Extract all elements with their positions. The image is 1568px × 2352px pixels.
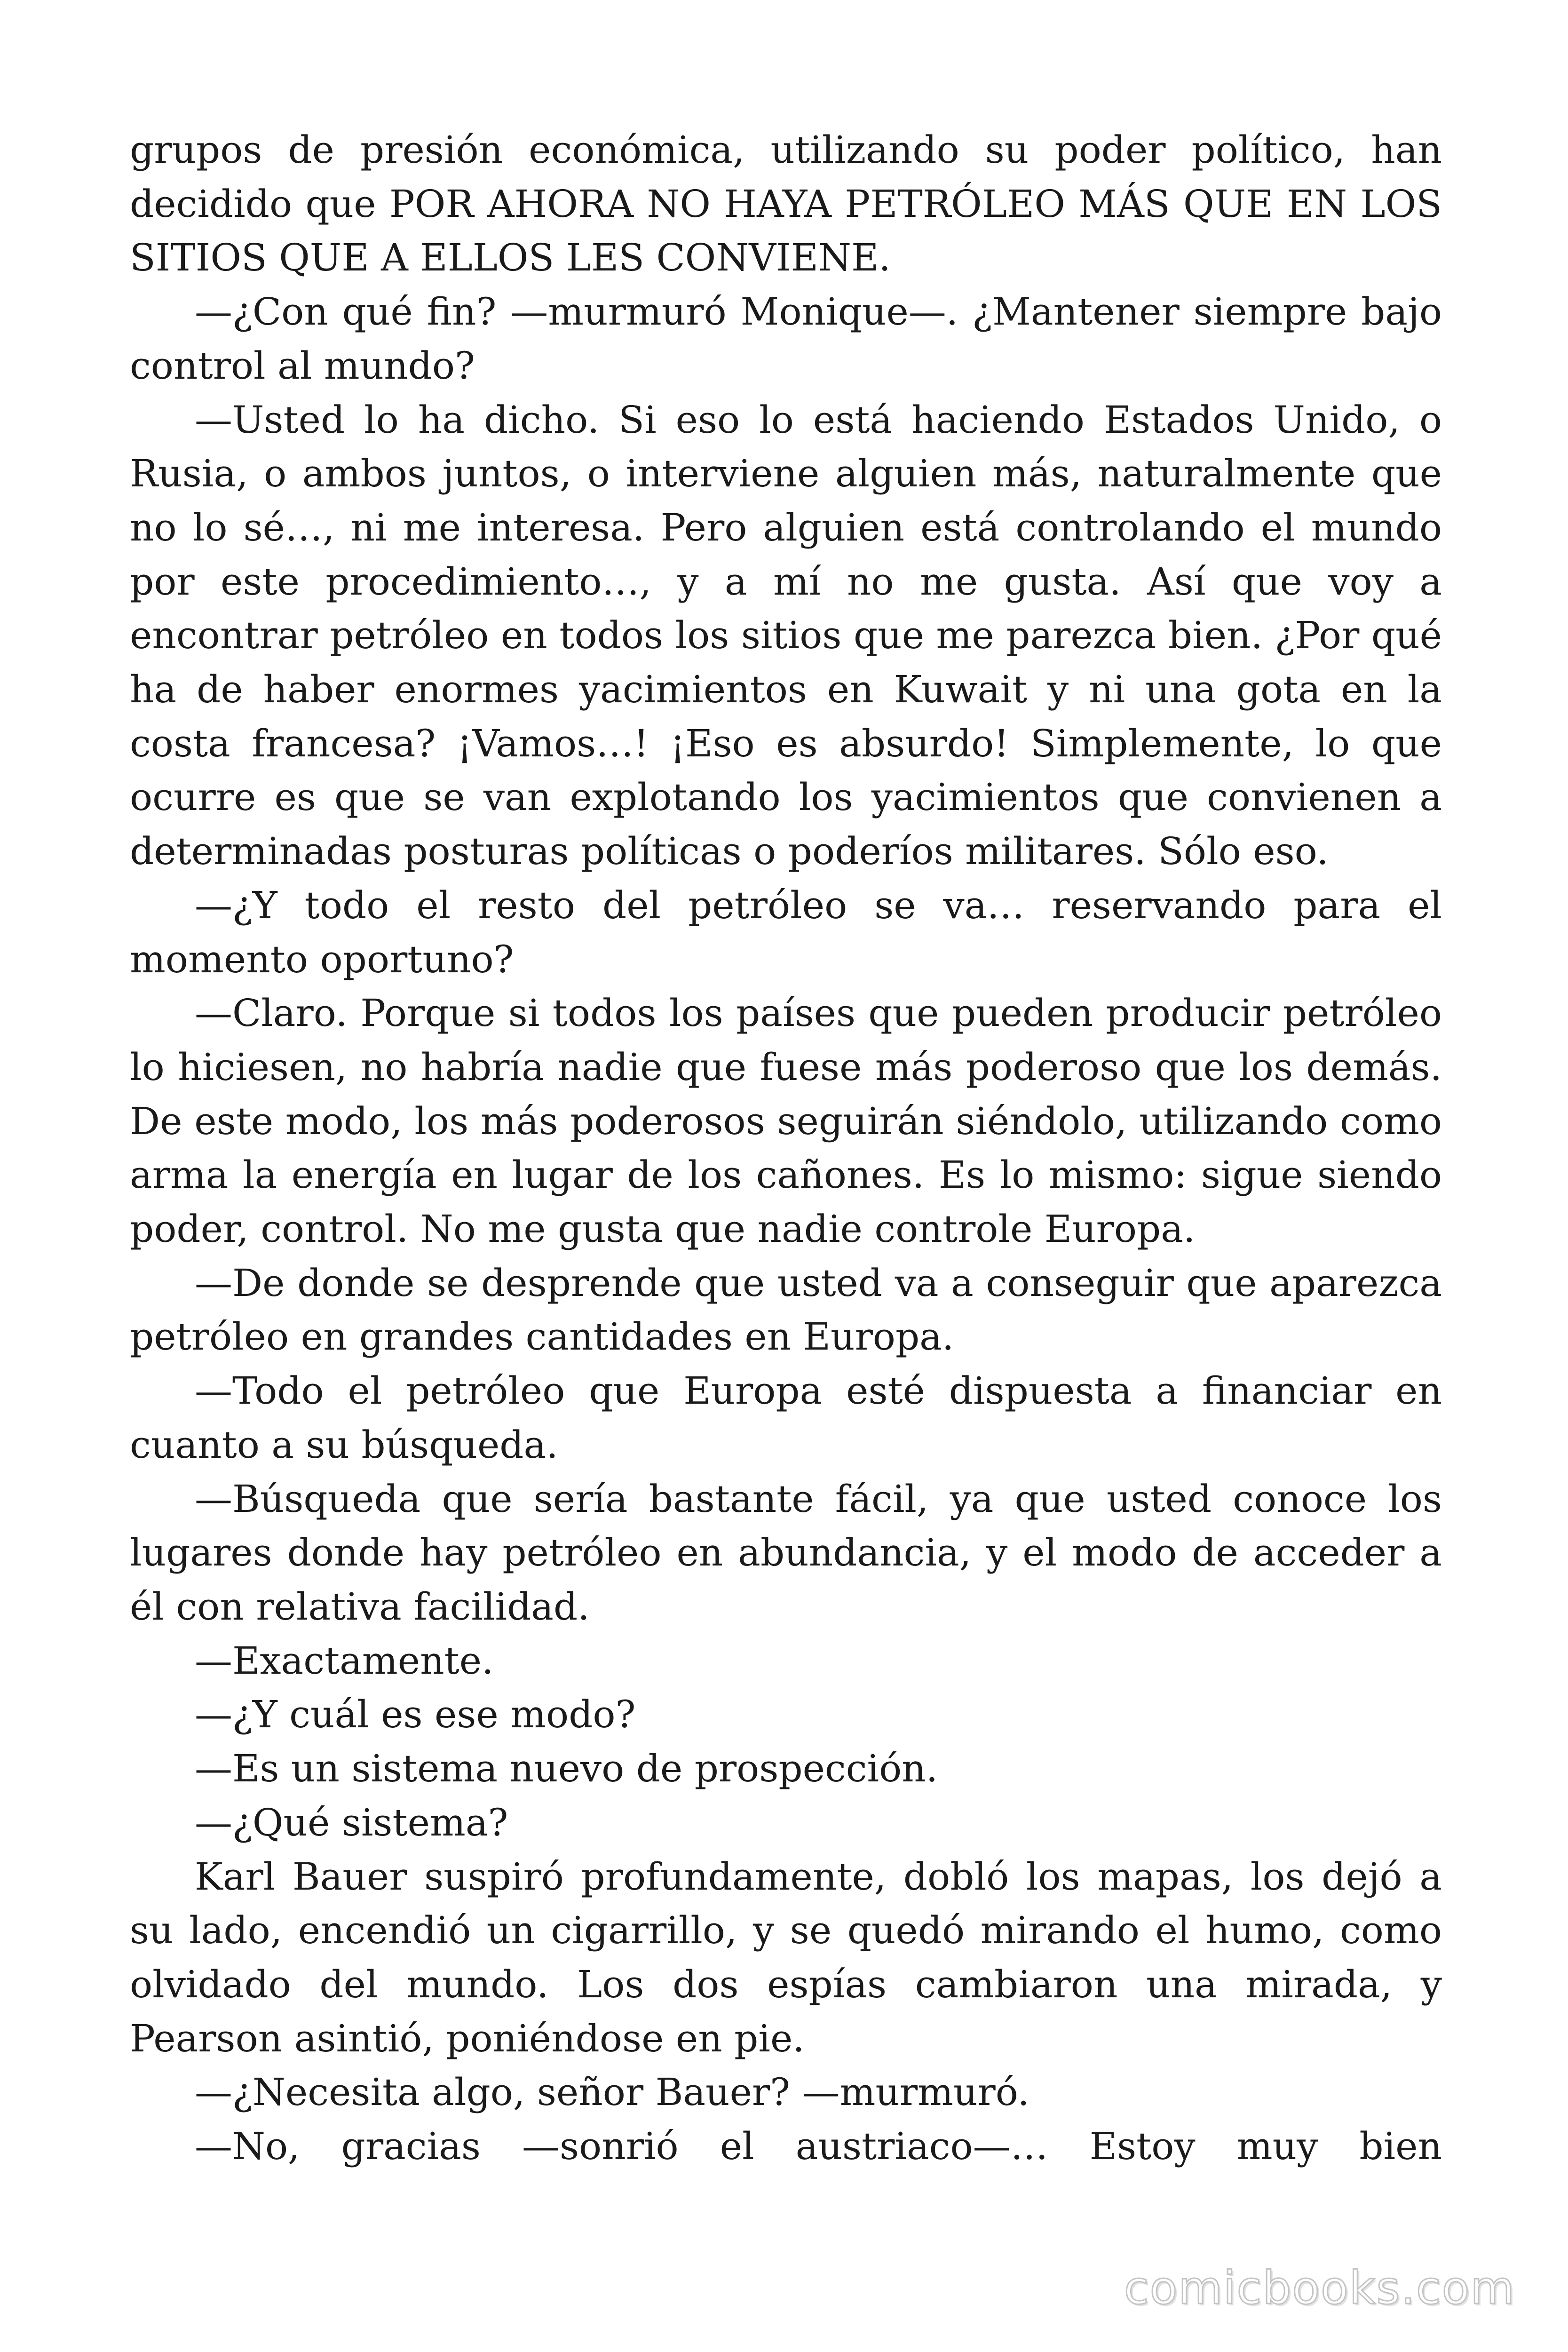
paragraph: —¿Necesita algo, señor Bauer? —murmuró.: [195, 2070, 1029, 2114]
paragraph: —No, gracias —sonrió el austriaco—… Estoy muy bien: [195, 2124, 1442, 2169]
paragraph: —¿Y todo el resto del petróleo se va… reservando para el momento oportuno?: [130, 883, 1442, 981]
paragraph: —Todo el petróleo que Europa esté dispuesta a financiar en cuanto a su búsqueda.: [130, 1369, 1442, 1467]
paragraph: —¿Qué sistema?: [195, 1800, 508, 1844]
paragraph: —Claro. Porque si todos los países que pueden producir petróleo lo hiciesen, no habría nadie que fuese más poderoso que los demás. De este modo, los más poderosos seguirán siéndolo, utilizando como arma la energía en lugar de los cañones. Es lo mismo: sigue siendo poder, control. No me gusta que nadie controle Europa.: [130, 991, 1442, 1251]
paragraph: Karl Bauer suspiró profundamente, dobló los mapas, los dejó a su lado, encendió un cigarrillo, y se quedó mirando el humo, como olvidado del mundo. Los dos espías cambiaron una mirada, y Pearson asintió, poniéndose en pie.: [130, 1854, 1442, 2060]
paragraph: —Es un sistema nuevo de prospección.: [195, 1747, 938, 1791]
paragraph: —Exactamente.: [195, 1638, 494, 1683]
watermark-logo: comicbooks.com: [1124, 2262, 1515, 2314]
paragraph: grupos de presión económica, utilizando su poder político, han decidido que POR AHORA NO HAYA PETRÓLEO MÁS QUE EN LOS SITIOS QUE A ELLOS LES CONVIENE.: [130, 128, 1442, 280]
body-text: [130, 123, 1442, 2174]
paragraph: —¿Con qué fin? —murmuró Monique—. ¿Mantener siempre bajo control al mundo?: [130, 290, 1442, 388]
paragraph: —¿Y cuál es ese modo?: [195, 1692, 636, 1737]
paragraph: —Usted lo ha dicho. Si eso lo está haciendo Estados Unido, o Rusia, o ambos juntos, o interviene alguien más, naturalmente que no lo sé…, ni me interesa. Pero alguien está controlando el mundo por este procedimiento…, y a mí no me gusta. Así que voy a encontrar petróleo en todos los sitios que me parezca bien. ¿Por qué ha de haber enormes yacimientos en Kuwait y ni una gota en la costa francesa? ¡Vamos…! ¡Eso es absurdo! Simplemente, lo que ocurre es que se van explotando los yacimientos que convienen a determinadas posturas políticas o poderíos militares. Sólo eso.: [130, 397, 1442, 874]
paragraph: —De donde se desprende que usted va a conseguir que aparezca petróleo en grandes cantidades en Europa.: [130, 1261, 1442, 1359]
paragraph: —Búsqueda que sería bastante fácil, ya que usted conoce los lugares donde hay petróleo en abundancia, y el modo de acceder a él con relativa facilidad.: [130, 1477, 1442, 1629]
